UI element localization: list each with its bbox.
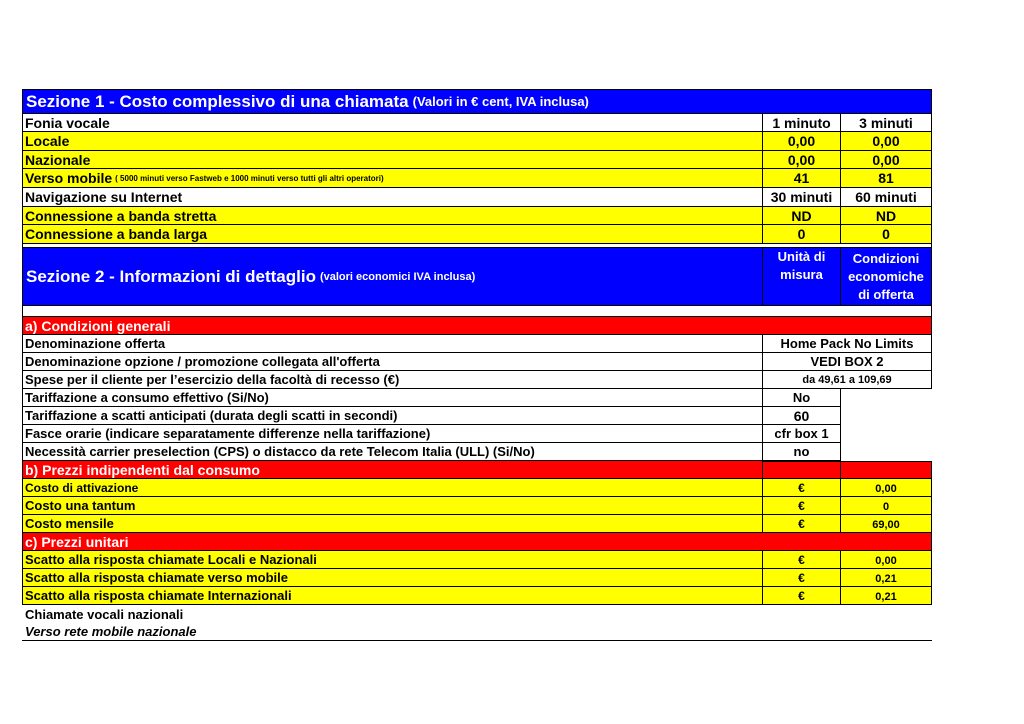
row-value: 0 <box>841 497 932 515</box>
group-c-header <box>22 533 932 551</box>
group-a-header <box>22 317 932 335</box>
row-unit: € <box>763 497 841 515</box>
net-row-v2: 0 <box>841 225 932 244</box>
row-value: 0,21 <box>841 587 932 605</box>
row-label: Costo una tantum <box>22 497 763 515</box>
row-value: No <box>763 389 841 407</box>
footer-line2: Verso rete mobile nazionale <box>25 624 197 639</box>
voice-row-v2: 0,00 <box>841 132 932 151</box>
table-row <box>22 479 932 497</box>
section2-note: (valori economici IVA inclusa) <box>319 270 476 283</box>
row-value: 0,00 <box>841 479 932 497</box>
row-value: cfr box 1 <box>763 425 841 443</box>
table-row <box>22 335 932 353</box>
voice-row-v1: 0,00 <box>763 151 841 169</box>
table-row <box>22 407 932 425</box>
row-label: Costo mensile <box>22 515 763 533</box>
row-label: Scatto alla risposta chiamate Internazionali <box>22 587 763 605</box>
row-unit: € <box>763 551 841 569</box>
row-unit: € <box>763 515 841 533</box>
section2-title: Sezione 2 - Informazioni di dettaglio <box>26 266 316 286</box>
voice-header-label: Fonia vocale <box>22 114 763 132</box>
net-row <box>22 207 932 225</box>
row-label: Fasce orarie (indicare separatamente differenze nella tariffazione) <box>22 425 763 443</box>
net-row-label: Connessione a banda larga <box>22 225 763 244</box>
group-c-title: c) Prezzi unitari <box>22 533 932 551</box>
table-row <box>22 353 932 371</box>
voice-row-label: Nazionale <box>25 151 91 168</box>
section1-note: (Valori in € cent, IVA inclusa) <box>412 94 589 109</box>
row-label: Denominazione opzione / promozione collegata all'offerta <box>22 353 763 371</box>
voice-row-note: ( 5000 minuti verso Fastweb e 1000 minuti verso tutti gli altri operatori) <box>115 173 384 183</box>
table-row <box>22 551 932 569</box>
voice-header-row <box>22 114 932 132</box>
voice-row <box>22 132 932 151</box>
row-value: 69,00 <box>841 515 932 533</box>
net-header-col1: 30 minuti <box>763 188 841 207</box>
net-row-v2: ND <box>841 207 932 225</box>
row-label: Tariffazione a scatti anticipati (durata degli scatti in secondi) <box>22 407 763 425</box>
net-row <box>22 225 932 244</box>
row-label: Spese per il cliente per l’esercizio della facoltà di recesso (€) <box>22 371 763 389</box>
row-unit: € <box>763 479 841 497</box>
tariff-sheet <box>22 89 932 641</box>
row-value: VEDI BOX 2 <box>763 353 932 371</box>
net-row-v1: 0 <box>763 225 841 244</box>
row-label: Scatto alla risposta chiamate Locali e Nazionali <box>22 551 763 569</box>
net-row-v1: ND <box>763 207 841 225</box>
row-value: 0,00 <box>841 551 932 569</box>
table-row <box>22 569 932 587</box>
group-a-title: a) Condizioni generali <box>22 317 932 335</box>
table-row <box>22 587 932 605</box>
voice-row-label: Locale <box>25 133 70 149</box>
row-label: Tariffazione a consumo effettivo (Si/No) <box>22 389 763 407</box>
row-value: Home Pack No Limits <box>763 335 932 353</box>
voice-row-v1: 41 <box>763 169 841 188</box>
table-row <box>22 443 932 461</box>
voice-row-v2: 81 <box>841 169 932 188</box>
row-label: Scatto alla risposta chiamate verso mobile <box>22 569 763 587</box>
col-cond-header: Condizioni economiche di offerta <box>848 250 924 302</box>
section1-header <box>22 89 932 114</box>
row-unit: € <box>763 569 841 587</box>
row-value: 60 <box>763 407 841 425</box>
row-label: Denominazione offerta <box>22 335 763 353</box>
voice-row-v1: 0,00 <box>763 132 841 151</box>
footer-line1: Chiamate vocali nazionali <box>25 606 184 622</box>
voice-row-label: Verso mobile <box>25 170 113 186</box>
footer-line2-row <box>22 623 932 641</box>
table-row <box>22 497 932 515</box>
voice-row <box>22 169 932 188</box>
net-row-label: Connessione a banda stretta <box>22 207 763 225</box>
net-header-col2: 60 minuti <box>841 188 932 207</box>
row-unit: € <box>763 587 841 605</box>
row-value: no <box>763 443 841 461</box>
row-value: da 49,61 a 109,69 <box>763 371 932 389</box>
section1-title: Sezione 1 - Costo complessivo di una chiamata <box>26 91 409 111</box>
table-row <box>22 389 932 407</box>
row-value: 0,21 <box>841 569 932 587</box>
group-b-header <box>22 461 932 479</box>
footer-line1-row <box>22 605 932 623</box>
net-header-label: Navigazione su Internet <box>22 188 763 207</box>
row-label: Necessità carrier preselection (CPS) o distacco da rete Telecom Italia (ULL) (Si/No) <box>22 443 763 461</box>
col-unit-header: Unità di misura <box>777 249 826 282</box>
voice-row <box>22 151 932 169</box>
table-row <box>22 515 932 533</box>
voice-header-col2: 3 minuti <box>841 114 932 132</box>
section2-header <box>22 248 932 306</box>
net-header-row <box>22 188 932 207</box>
group-b-title: b) Prezzi indipendenti dal consumo <box>22 461 763 479</box>
table-row <box>22 425 932 443</box>
table-row <box>22 371 932 389</box>
row-label: Costo di attivazione <box>22 479 763 497</box>
voice-row-v2: 0,00 <box>841 151 932 169</box>
voice-header-col1: 1 minuto <box>763 114 841 132</box>
